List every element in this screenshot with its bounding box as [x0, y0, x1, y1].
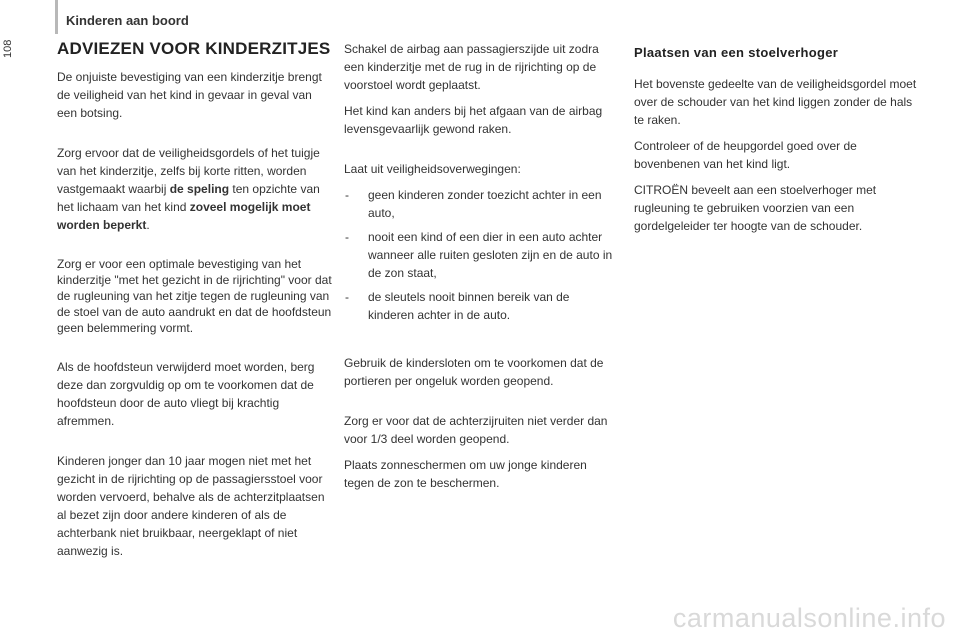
list-item: - nooit een kind of een dier in een auto achter wanneer alle ruiten gesloten zijn en de auto in de zon staat, [344, 228, 614, 282]
column-left [57, 40, 332, 568]
paragraph-safety-intro: Laat uit veiligheidsoverwegingen: [344, 162, 521, 176]
paragraph-sun-blinds: Plaats zonneschermen om uw jonge kinderen tegen de zon te beschermen. [344, 458, 587, 490]
paragraph-forward-facing: Zorg er voor een optimale bevestiging van het kinderzitje "met het gezicht in de rijrichting" voor dat de rugleuning van het zitje tegen de rugleuning van de stoel van de auto aandrukt en dat de hoofdsteun geen belemmering vormt. [57, 257, 332, 335]
list-item: - de sleutels nooit binnen bereik van de kinderen achter in de auto. [344, 288, 614, 324]
safety-list [344, 186, 614, 324]
paragraph-incorrect-fitting: De onjuiste bevestiging van een kinderzitje brengt de veiligheid van het kind in gevaar in geval van een botsing. [57, 70, 322, 120]
page-number: 108 [2, 39, 14, 58]
page-title: ADVIEZEN VOOR KINDERZITJES [57, 39, 331, 58]
paragraph-lap-belt: Controleer of de heupgordel goed over de bovenbenen van het kind ligt. [634, 139, 857, 171]
paragraph-airbag-off: Schakel de airbag aan passagierszijde uit zodra een kinderzitje met de rug in de rijrichting op de voorstoel wordt geplaatst. [344, 42, 599, 92]
paragraph-belts: Zorg ervoor dat de veiligheidsgordels of het tuigje van het kinderzitje, zelfs bij korte ritten, worden vastgemaakt waarbij de speling ten opzichte van het lichaam van het kind zoveel mogelijk moet worden beperkt. [57, 146, 320, 232]
header-bar [55, 0, 58, 34]
column-right [634, 40, 919, 243]
paragraph-rear-windows: Zorg er voor dat de achterzijruiten niet verder dan voor 1/3 deel worden geopend. [344, 414, 608, 446]
paragraph-airbag-danger: Het kind kan anders bij het afgaan van de airbag levensgevaarlijk gewond raken. [344, 104, 603, 136]
paragraph-headrest: Als de hoofdsteun verwijderd moet worden, berg deze dan zorgvuldig op om te voorkomen dat de hoofdsteun door de auto vliegt bij krachtig afremmen. [57, 360, 315, 428]
list-item: - geen kinderen zonder toezicht achter in een auto, [344, 186, 614, 222]
section-label: Kinderen aan boord [66, 13, 189, 28]
booster-heading: Plaatsen van een stoelverhoger [634, 45, 839, 60]
paragraph-under-10: Kinderen jonger dan 10 jaar mogen niet met het gezicht in de rijrichting op de passagiersstoel voor worden vervoerd, behalve als de achterzitplaatsen al bezet zijn door andere kinderen of als de achterbank niet bruikbaar, neergeklapt of niet aanwezig is. [57, 454, 325, 558]
watermark: carmanualsonline.info [672, 603, 946, 633]
paragraph-child-locks: Gebruik de kindersloten om te voorkomen dat de portieren per ongeluk worden geopend. [344, 356, 604, 388]
paragraph-shoulder-belt: Het bovenste gedeelte van de veiligheidsgordel moet over de schouder van het kind liggen zonder de hals te raken. [634, 77, 917, 127]
column-middle [344, 40, 614, 500]
paragraph-recommendation: CITROËN beveelt aan een stoelverhoger met rugleuning te gebruiken voorzien van een gordelgeleider ter hoogte van de schouder. [634, 183, 877, 233]
